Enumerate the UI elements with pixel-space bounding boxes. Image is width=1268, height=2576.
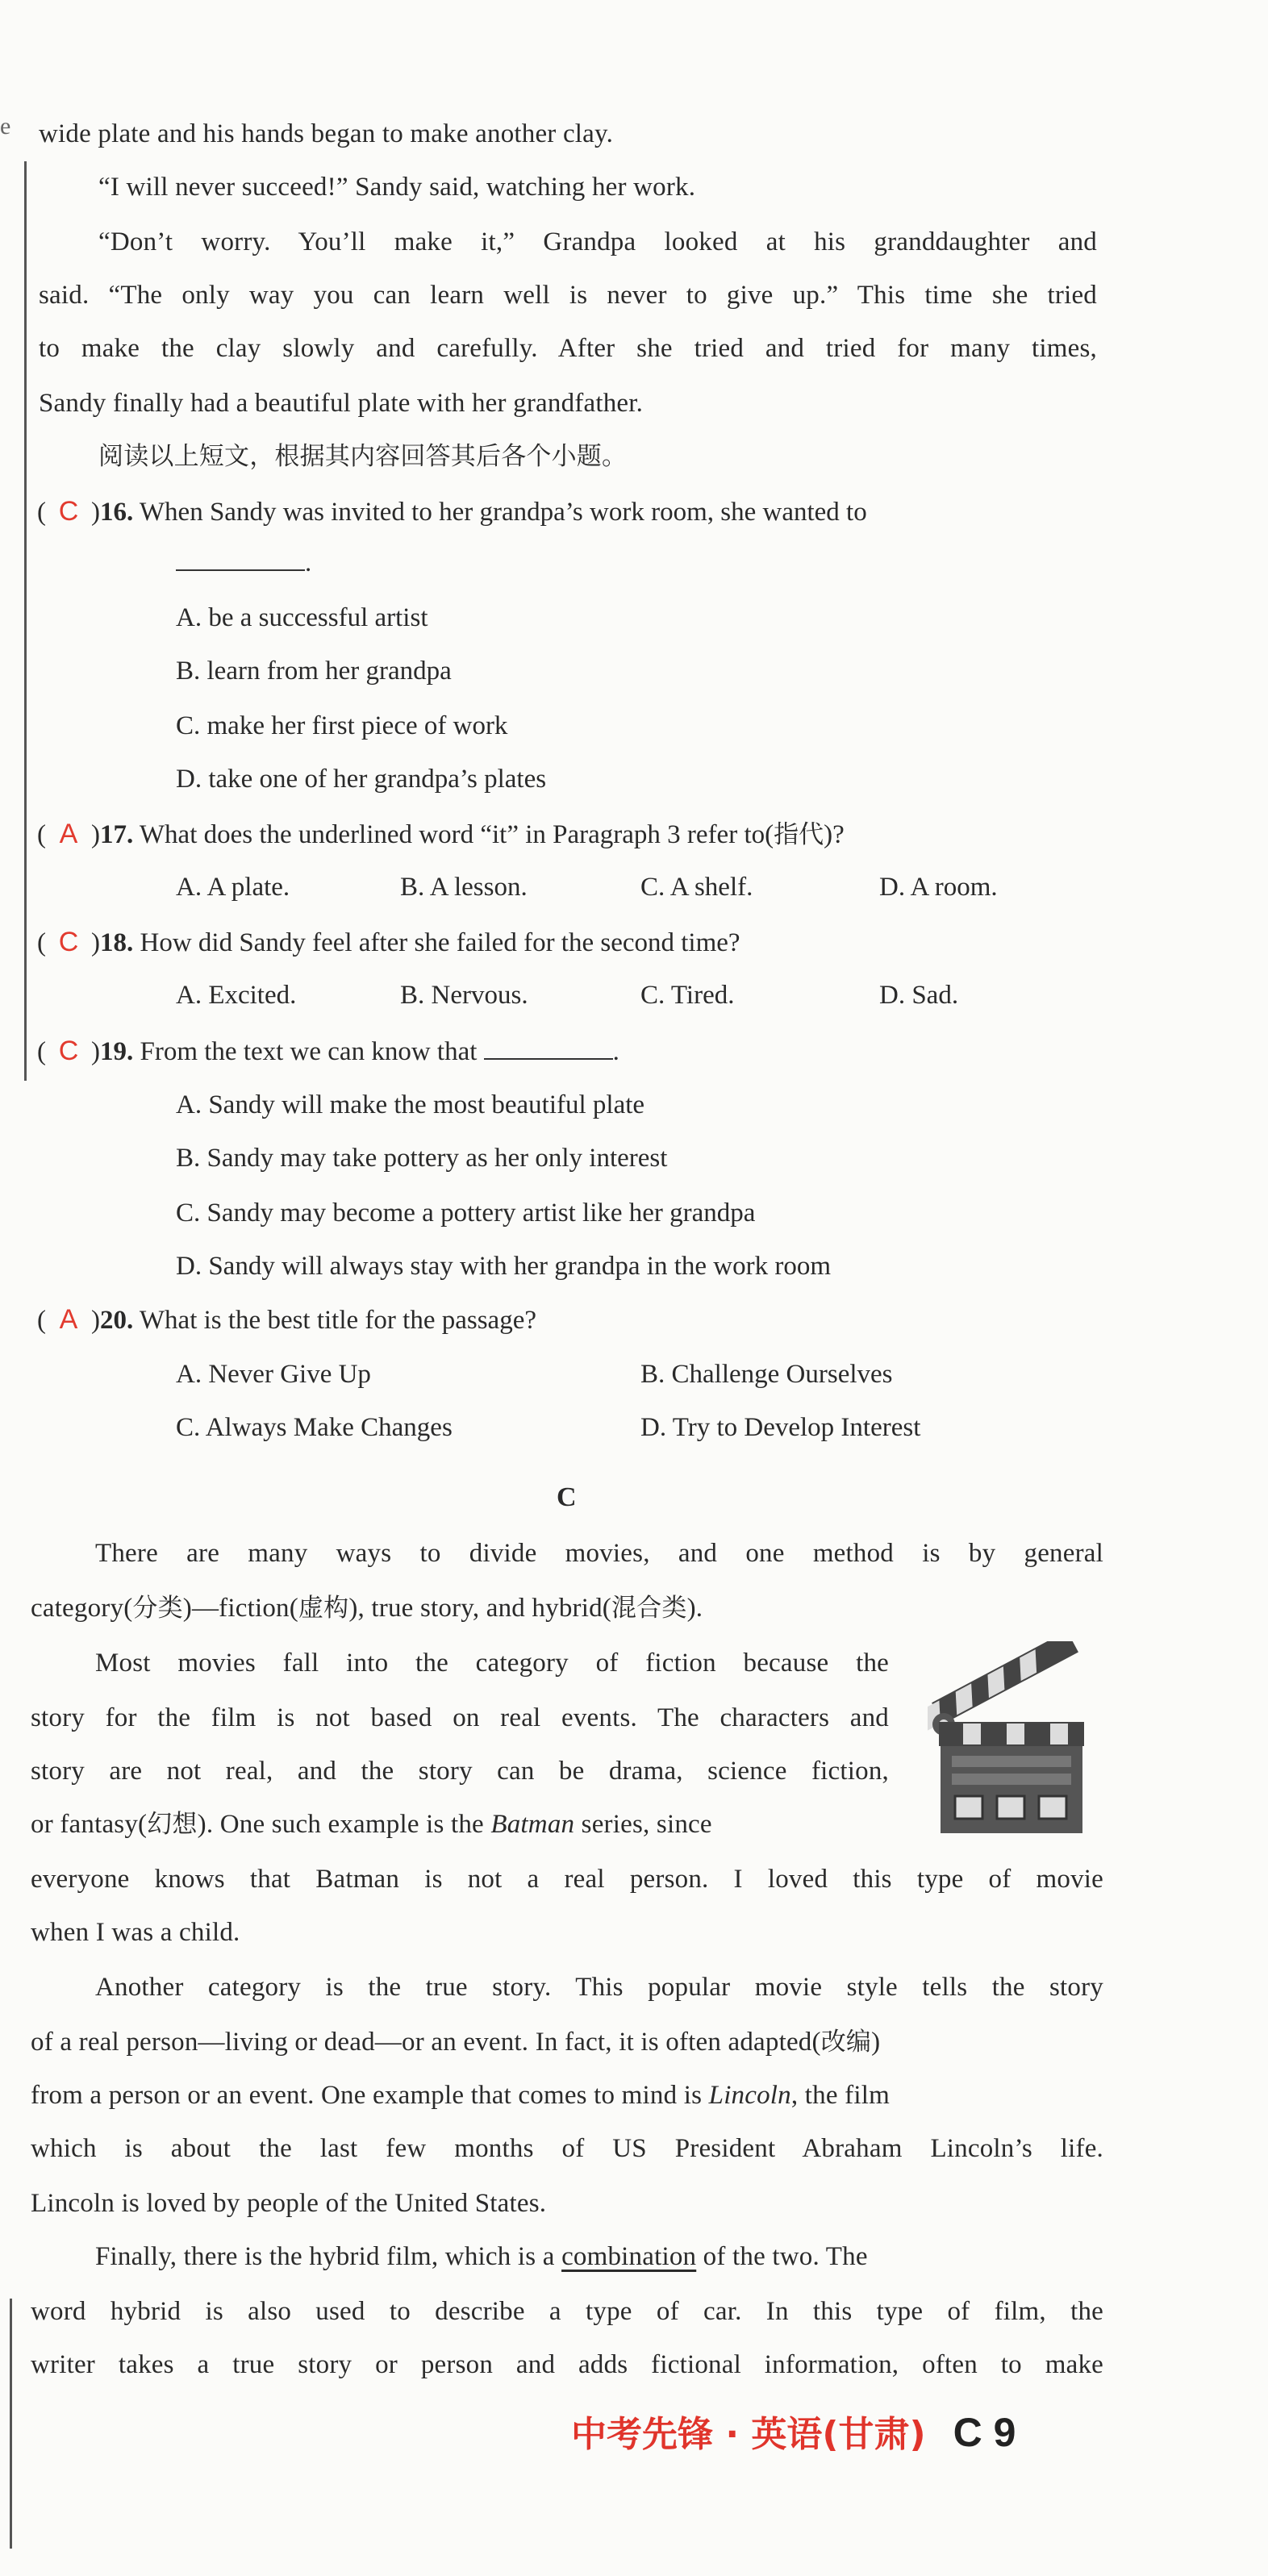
question-number: 20. bbox=[100, 1306, 134, 1335]
passage-b-line-2: “I will never succeed!” Sandy said, watching her work. bbox=[98, 173, 696, 202]
question-20 bbox=[37, 1303, 536, 1336]
paren-open: ( bbox=[37, 820, 46, 849]
passage-c-p3-line-1: Another category is the true story. This popular movie style tells the story bbox=[95, 1973, 1103, 2002]
gloss-cn: 混合类 bbox=[611, 1594, 687, 1623]
option-20-d: D. Try to Develop Interest bbox=[640, 1413, 921, 1442]
text-span: ). One such example is the bbox=[197, 1810, 491, 1839]
option-16-c: C. make her first piece of work bbox=[176, 711, 508, 740]
answer-blank bbox=[176, 545, 305, 571]
option-17-d: D. A room. bbox=[879, 873, 998, 902]
answer-19: C bbox=[58, 1036, 79, 1066]
option-18-c: C. Tired. bbox=[640, 981, 735, 1010]
text-span: from a person or an event. One example that comes to mind is bbox=[31, 2081, 709, 2110]
option-19-b: B. Sandy may take pottery as her only interest bbox=[176, 1144, 668, 1173]
answer-blank bbox=[484, 1034, 613, 1060]
gloss-cn: 分类 bbox=[132, 1594, 183, 1623]
stem-end: . bbox=[612, 1037, 619, 1066]
text-span: series, since bbox=[574, 1810, 712, 1839]
passage-c-p3-line-5: Lincoln is loved by people of the United States. bbox=[31, 2189, 547, 2218]
answer-16: C bbox=[58, 496, 79, 527]
text-span: of a real person—living or dead—or an event. In fact, it is often adapted( bbox=[31, 2028, 821, 2057]
text-span: ). bbox=[686, 1594, 703, 1623]
passage-c-p1-line-1: There are many ways to divide movies, and one method is by general bbox=[95, 1539, 1103, 1568]
paren-open: ( bbox=[37, 1306, 46, 1335]
passage-c-p2-line-6: when I was a child. bbox=[31, 1918, 240, 1947]
page-edge-mark: e bbox=[0, 113, 11, 140]
text-span: ), true story, and hybrid( bbox=[348, 1594, 611, 1623]
paren-close: ) bbox=[91, 1037, 100, 1066]
question-number: 17. bbox=[100, 820, 134, 849]
text-span: of the two. The bbox=[696, 2242, 868, 2271]
answer-17: A bbox=[59, 819, 78, 849]
title-italic: Batman bbox=[490, 1810, 575, 1839]
question-stem: From the text we can know that bbox=[133, 1037, 484, 1066]
paren-open: ( bbox=[37, 928, 46, 957]
passage-b-line-5: to make the clay slowly and carefully. After she tried and tried for many times, bbox=[39, 334, 1097, 363]
question-stem-cn: 指代 bbox=[774, 820, 824, 849]
question-18 bbox=[37, 926, 740, 959]
text-span: Finally, there is the hybrid film, which is a bbox=[95, 2242, 562, 2271]
question-stem-end: )? bbox=[824, 820, 845, 849]
option-18-b: B. Nervous. bbox=[400, 981, 528, 1010]
option-16-a: A. be a successful artist bbox=[176, 603, 428, 632]
gloss-cn: 改编 bbox=[820, 2028, 872, 2057]
question-17 bbox=[37, 818, 845, 851]
page-footer bbox=[571, 2405, 1016, 2457]
text-span: or fantasy( bbox=[31, 1810, 148, 1839]
passage-c-p2-line-4 bbox=[31, 1808, 712, 1840]
passage-b-line-3: “Don’t worry. You’ll make it,” Grandpa looked at his granddaughter and bbox=[98, 227, 1097, 256]
instruction: 阅读以上短文，根据其内容回答其后各个小题。 bbox=[98, 442, 628, 471]
paren-open: ( bbox=[37, 498, 46, 527]
binding-line bbox=[24, 161, 27, 1081]
question-stem: When Sandy was invited to her grandpa’s work room, she wanted to bbox=[133, 498, 867, 527]
answer-20: A bbox=[59, 1304, 78, 1335]
question-19 bbox=[37, 1034, 619, 1068]
passage-c-p2-line-1: Most movies fall into the category of fiction because the bbox=[95, 1649, 889, 1678]
passage-c-p2-line-5: everyone knows that Batman is not a real person. I loved this type of movie bbox=[31, 1865, 1103, 1894]
paren-close: ) bbox=[91, 928, 100, 957]
book-title: 中考先锋 · 英语(甘肃) bbox=[571, 2414, 926, 2455]
question-16 bbox=[37, 495, 867, 528]
question-16-blank-line bbox=[176, 545, 311, 579]
passage-b-line-6: Sandy finally had a beautiful plate with her grandfather. bbox=[39, 389, 644, 418]
gloss-cn: 幻想 bbox=[147, 1810, 198, 1839]
paren-open: ( bbox=[37, 1037, 46, 1066]
paren-close: ) bbox=[91, 498, 100, 527]
passage-c-heading: C bbox=[557, 1482, 577, 1512]
paren-close: ) bbox=[91, 820, 100, 849]
title-italic: Lincoln bbox=[708, 2081, 791, 2110]
option-20-b: B. Challenge Ourselves bbox=[640, 1360, 893, 1389]
text-span: ) bbox=[871, 2028, 881, 2057]
gloss-cn: 虚构 bbox=[298, 1594, 349, 1623]
stem-end: . bbox=[305, 548, 312, 577]
passage-c-p3-line-2 bbox=[31, 2026, 1103, 2058]
passage-c-p4-line-3: writer takes a true story or person and adds fictional information, often to make bbox=[31, 2350, 1103, 2379]
underlined-word: combination bbox=[561, 2242, 697, 2271]
passage-c-p1-line-2 bbox=[31, 1592, 703, 1624]
passage-c-p3-line-3 bbox=[31, 2079, 890, 2111]
question-number: 18. bbox=[100, 928, 134, 957]
answer-18: C bbox=[58, 927, 79, 957]
clapperboard-icon bbox=[928, 1641, 1089, 1843]
question-stem: What is the best title for the passage? bbox=[133, 1306, 536, 1335]
paren-close: ) bbox=[91, 1306, 100, 1335]
page-number: C 9 bbox=[953, 2410, 1016, 2455]
binding-line-lower bbox=[10, 2299, 12, 2549]
option-17-b: B. A lesson. bbox=[400, 873, 528, 902]
text-span: )—fiction( bbox=[182, 1594, 298, 1623]
passage-c-p4-line-1 bbox=[95, 2240, 868, 2273]
option-16-d: D. take one of her grandpa’s plates bbox=[176, 765, 547, 794]
option-19-c: C. Sandy may become a pottery artist like her grandpa bbox=[176, 1198, 756, 1228]
option-19-a: A. Sandy will make the most beautiful plate bbox=[176, 1090, 645, 1119]
option-17-c: C. A shelf. bbox=[640, 873, 753, 902]
passage-b-line-4: said. “The only way you can learn well is never to give up.” This time she tried bbox=[39, 281, 1097, 310]
option-20-a: A. Never Give Up bbox=[176, 1360, 371, 1389]
text-span: category( bbox=[31, 1594, 133, 1623]
option-18-d: D. Sad. bbox=[879, 981, 959, 1010]
passage-b-line-1: wide plate and his hands began to make another clay. bbox=[39, 119, 614, 148]
question-number: 19. bbox=[100, 1037, 134, 1066]
option-18-a: A. Excited. bbox=[176, 981, 297, 1010]
question-stem: How did Sandy feel after she failed for the second time? bbox=[133, 928, 740, 957]
text-span: , the film bbox=[790, 2081, 890, 2110]
passage-c-p2-line-2: story for the film is not based on real events. The characters and bbox=[31, 1703, 889, 1732]
question-stem: What does the underlined word “it” in Paragraph 3 refer to( bbox=[133, 820, 774, 849]
option-17-a: A. A plate. bbox=[176, 873, 290, 902]
option-20-c: C. Always Make Changes bbox=[176, 1413, 453, 1442]
option-16-b: B. learn from her grandpa bbox=[176, 657, 452, 686]
passage-c-p2-line-3: story are not real, and the story can be drama, science fiction, bbox=[31, 1757, 889, 1786]
passage-c-p4-line-2: word hybrid is also used to describe a type of car. In this type of film, the bbox=[31, 2297, 1103, 2326]
question-number: 16. bbox=[100, 498, 134, 527]
passage-c-p3-line-4: which is about the last few months of US President Abraham Lincoln’s life. bbox=[31, 2134, 1103, 2163]
option-19-d: D. Sandy will always stay with her grandpa in the work room bbox=[176, 1252, 832, 1281]
